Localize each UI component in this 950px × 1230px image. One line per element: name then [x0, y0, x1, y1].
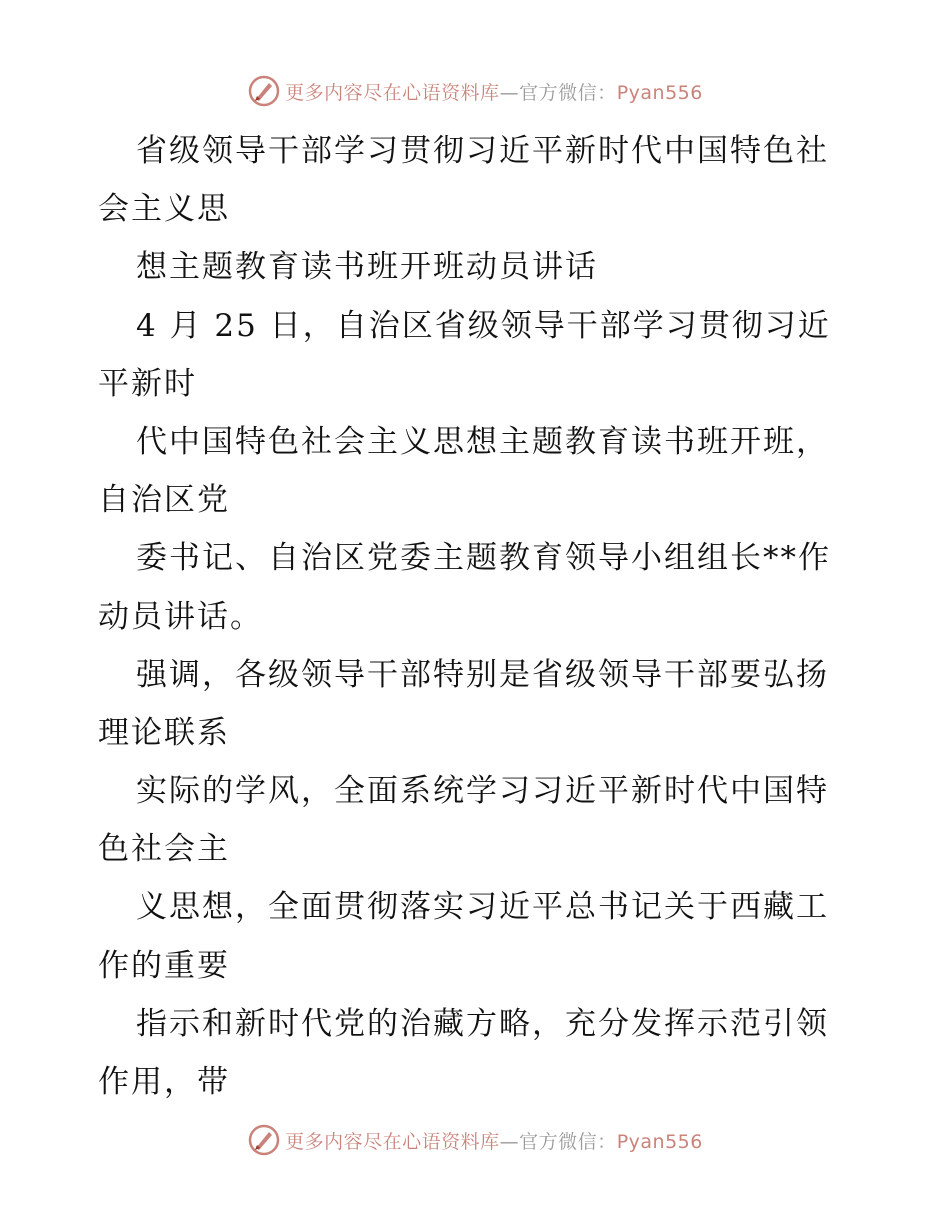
text-line: 想主题教育读书班开班动员讲话	[136, 249, 598, 286]
text-line: 理论联系	[98, 714, 230, 751]
text-line: 强调，各级领导干部特别是省级领导干部要弘扬	[136, 656, 829, 693]
text-line: 平新时	[98, 365, 197, 402]
text-line: 4 月 25 日，自治区省级领导干部学习贯彻习近	[136, 307, 831, 344]
header-wechat-label: 官方微信：	[519, 81, 617, 104]
text-line: 实际的学风，全面系统学习习近平新时代中国特	[136, 773, 829, 810]
quill-pen-logo-icon	[247, 1123, 281, 1157]
footer-banner-text	[285, 1127, 703, 1154]
text-line: 委书记、自治区党委主题教育领导小组组长**作	[136, 540, 831, 577]
footer-wechat-id: Pyan556	[616, 1130, 703, 1153]
quill-pen-logo-icon	[247, 74, 281, 108]
text-line: 省级领导干部学习贯彻习近平新时代中国特色社	[136, 133, 829, 169]
text-line: 色社会主	[98, 831, 230, 868]
document-body	[98, 122, 858, 1111]
footer-separator: —	[499, 1130, 520, 1153]
text-line: 义思想，全面贯彻落实习近平总书记关于西藏工	[136, 889, 829, 926]
text-line: 动员讲话。	[98, 598, 263, 635]
header-banner-text	[285, 78, 703, 105]
text-line: 作用，带	[98, 1064, 230, 1100]
footer-wechat-label: 官方微信：	[519, 1130, 617, 1153]
footer-banner	[0, 1120, 950, 1160]
text-line: 自治区党	[98, 482, 230, 519]
text-line: 指示和新时代党的治藏方略，充分发挥示范引领	[136, 1005, 829, 1042]
text-line: 代中国特色社会主义思想主题教育读书班开班，	[136, 423, 829, 460]
header-brand: 更多内容尽在心语资料库	[285, 81, 500, 104]
text-line: 作的重要	[98, 947, 230, 984]
header-separator: —	[499, 81, 520, 104]
footer-brand: 更多内容尽在心语资料库	[285, 1130, 500, 1153]
header-banner	[0, 71, 950, 111]
header-wechat-id: Pyan556	[616, 81, 703, 104]
text-line: 会主义思	[98, 191, 230, 228]
